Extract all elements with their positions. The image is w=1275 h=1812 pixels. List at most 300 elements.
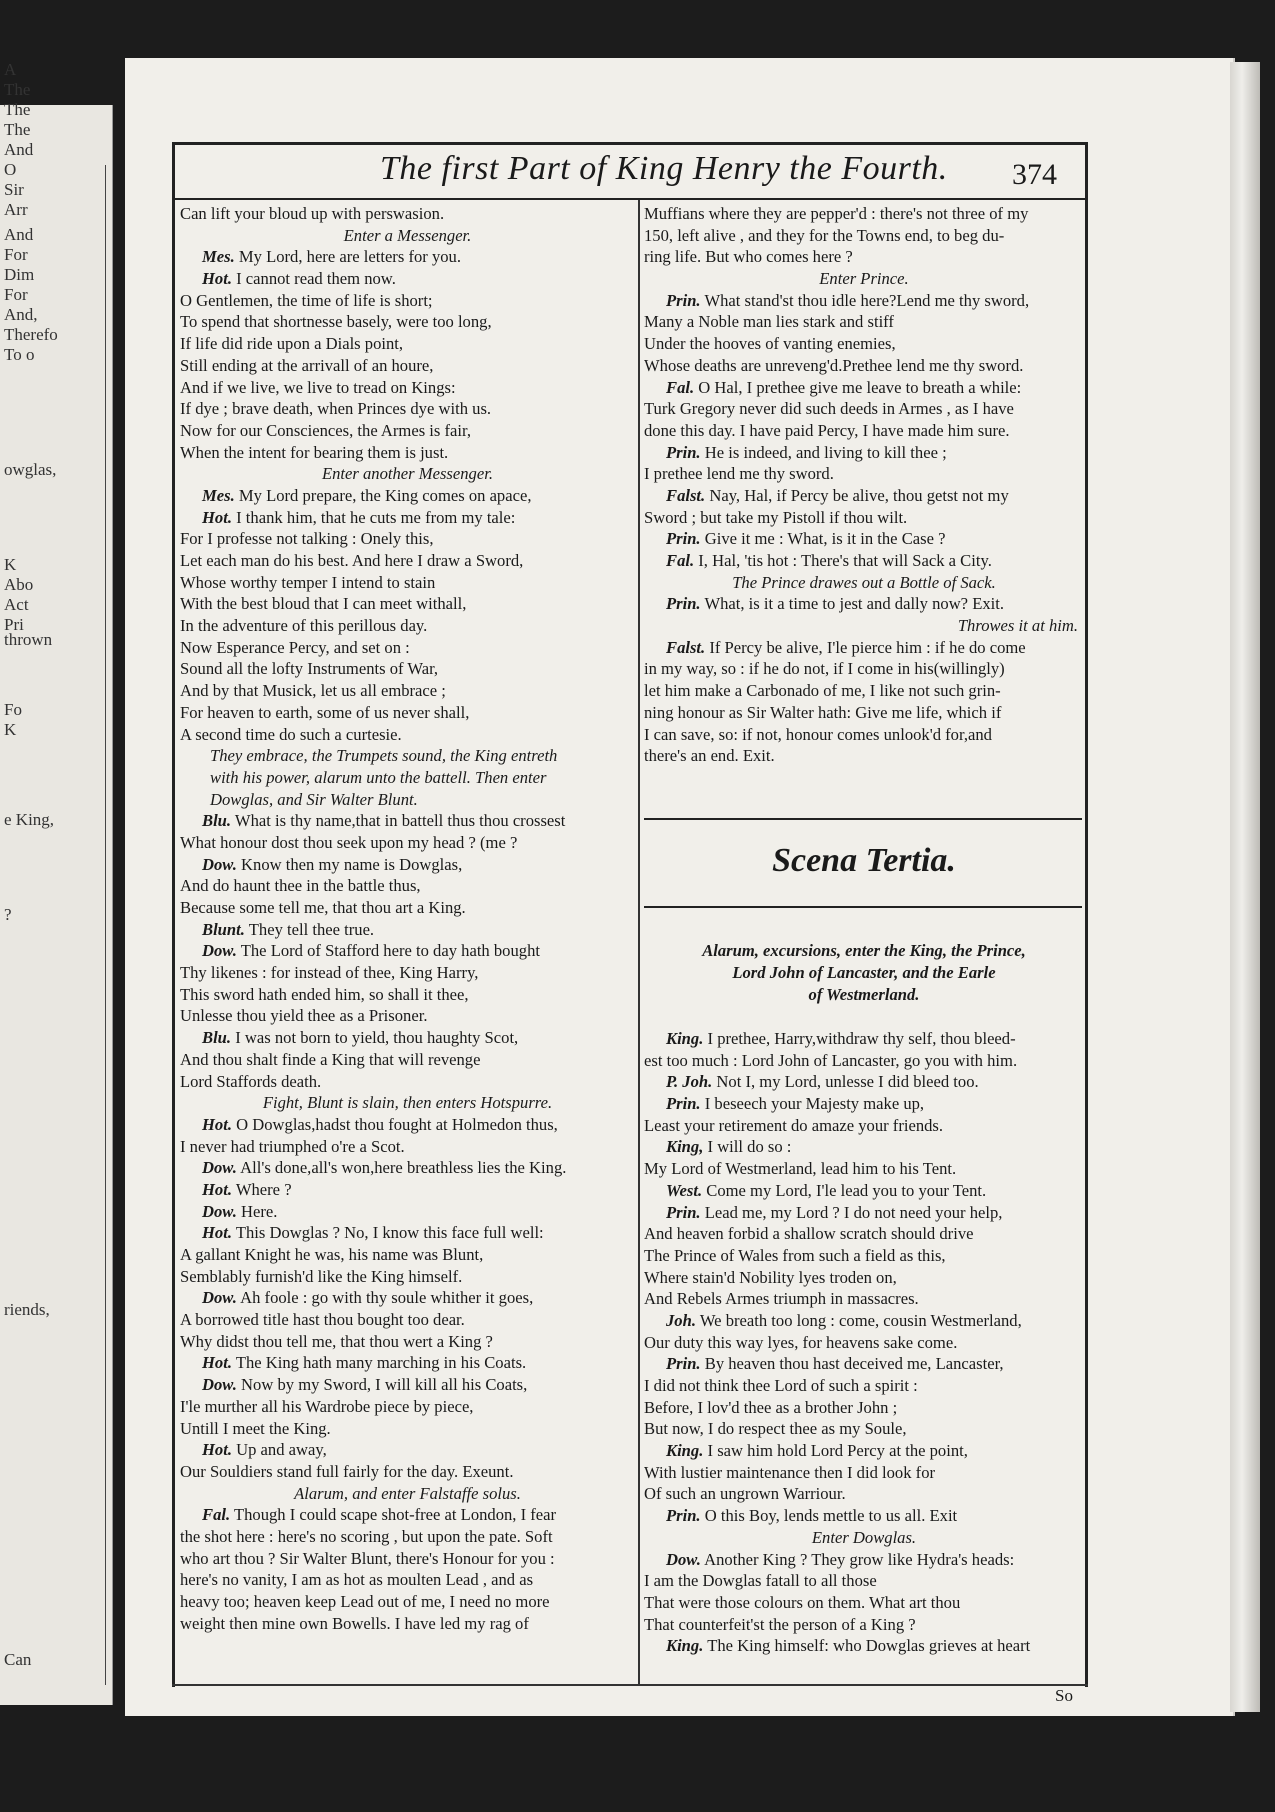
scene-title: Scena Tertia. [772,842,956,879]
page-number: 374 [1012,158,1057,191]
line-text: I was not born to yield, thou haughty Scot, [235,1028,519,1048]
line-text: 150, left alive , and they for the Towns end, to beg du- [644,225,1005,245]
speaker-name: Hot. [202,1114,232,1134]
text-line [180,615,635,637]
text-line [180,246,635,268]
text-line [180,593,635,615]
speaker-name: Prin. [666,1094,701,1114]
line-text: If Percy be alive, I'le pierce him : if he do come [709,637,1026,657]
text-line [644,507,1084,529]
line-text: Enter another Messenger. [322,464,493,484]
line-text: With the best bloud that I can meet withall, [180,594,467,614]
text-line [180,1201,635,1223]
speaker-name: Dow. [202,1158,237,1178]
text-line [180,637,635,659]
line-text: Let each man do his best. And here I draw a Sword, [180,551,524,570]
stage-direction [180,1483,635,1505]
facing-page-fragment: e King, [4,810,55,829]
line-text: But now, I do respect thee as my Soule, [644,1419,907,1439]
facing-page-fragment: And, [4,305,38,324]
line-text: With lustier maintenance then I did look for [644,1462,936,1482]
facing-page-fragment: K [4,720,17,739]
text-line [180,398,635,420]
text-line [180,550,635,572]
line-text: Our Souldiers stand full fairly for the day. Exeunt. [180,1461,514,1481]
line-text: They embrace, the Trumpets sound, the King entreth [210,746,558,766]
text-line [180,1461,635,1483]
line-text: heavy too; heaven keep Lead out of me, I need no more [180,1592,550,1611]
text-line [644,1267,1084,1289]
text-line [644,1310,1084,1332]
line-text: Not I, my Lord, unlesse I did bleed too. [716,1072,979,1092]
line-text: The King himself: who Dowglas grieves at heart [707,1636,1031,1656]
facing-page-fragment: Pri [4,615,24,634]
speaker-name: Prin. [666,1506,701,1526]
left-column [180,203,635,1634]
text-line [180,333,635,355]
line-text: I cannot read them now. [236,269,396,289]
line-text: I'le murther all his Wardrobe piece by piece, [180,1396,474,1416]
text-line [180,1027,635,1049]
text-line [180,1179,635,1201]
stage-direction [644,1527,1084,1549]
line-text: I will do so : [707,1137,792,1157]
text-line [644,1158,1084,1180]
speaker-name: Prin. [666,594,701,614]
text-line [180,1309,635,1331]
line-text: Dowglas, and Sir Walter Blunt. [210,789,418,809]
text-line [644,724,1084,746]
facing-page-fragment: To o [4,345,35,364]
line-text: To spend that shortnesse basely, were too long, [180,312,492,332]
facing-page-fragment: The [4,80,31,99]
line-text: Can lift your bloud up with perswasion. [180,204,445,223]
text-line [644,1592,1084,1614]
line-text: Enter Prince. [819,269,909,289]
text-line [644,1050,1084,1072]
scene-rule-lower [644,906,1082,908]
text-line [644,1614,1084,1636]
facing-page-fragment: Act [4,595,29,614]
text-line [644,658,1084,680]
text-line [180,1157,635,1179]
text-line [644,680,1084,702]
text-line [644,1093,1084,1115]
scene-stage-direction-line: Alarum, excursions, enter the King, the Prince, [702,941,1026,960]
speaker-name: King, [666,1137,704,1157]
text-line [644,355,1084,377]
text-line [644,333,1084,355]
text-line [180,1548,635,1570]
text-line [644,528,1084,550]
facing-page-fragment: Fo [4,700,22,719]
line-text: I can save, so: if not, honour comes unlook'd for,and [644,724,992,744]
text-line [180,962,635,984]
line-text: Lead me, my Lord ? I do not need your help, [704,1202,1003,1222]
line-text: O Hal, I prethee give me leave to breath a while: [698,377,1022,397]
text-line [644,420,1084,442]
line-text: done this day. I have paid Percy, I have made him sure. [644,420,1010,440]
line-text: My Lord, here are letters for you. [238,247,461,267]
speaker-name: Prin. [666,529,701,549]
text-line [180,984,635,1006]
facing-page-fragment: thrown [4,630,53,649]
line-text: there's an end. Exit. [644,746,775,766]
line-text: That were those colours on them. What art thou [644,1592,961,1612]
text-line [180,702,635,724]
scene-stage-direction-line: Lord John of Lancaster, and the Earle [732,963,996,982]
text-line [644,1505,1084,1527]
text-line [180,1504,635,1526]
text-line [644,1462,1084,1484]
text-line [180,1136,635,1158]
text-line [180,875,635,897]
text-line [180,203,635,225]
line-text: Come my Lord, I'le lead you to your Tent. [706,1180,987,1200]
text-line [180,528,635,550]
line-text: The Lord of Stafford here to day hath bought [240,941,540,961]
text-line [180,1287,635,1309]
line-text: who art thou ? Sir Walter Blunt, there's Honour for you : [180,1548,555,1568]
line-text: Alarum, and enter Falstaffe solus. [294,1483,521,1503]
line-text: He is indeed, and living to kill thee ; [704,442,947,462]
line-text: est too much : Lord John of Lancaster, go you with him. [644,1050,1018,1070]
text-line [180,854,635,876]
text-line [180,572,635,594]
line-text: What is thy name,that in battell thus thou crossest [234,811,566,831]
speaker-name: King. [666,1441,704,1461]
text-line [180,1331,635,1353]
text-line [644,1353,1084,1375]
line-text: If dye ; brave death, when Princes dye with us. [180,399,492,419]
line-text: They tell thee true. [248,919,375,939]
speaker-name: King. [666,1636,704,1656]
text-line [644,1549,1084,1571]
line-text: let him make a Carbonado of me, I like not such grin- [644,681,1001,701]
text-line [644,550,1084,572]
line-text: I prethee lend me thy sword. [644,464,834,484]
text-line [644,1071,1084,1093]
line-text: And heaven forbid a shallow scratch should drive [644,1224,974,1244]
text-line [644,1418,1084,1440]
text-line [180,377,635,399]
line-text: I am the Dowglas fatall to all those [644,1571,877,1591]
text-line [644,377,1084,399]
line-text: This Dowglas ? No, I know this face full well: [235,1223,544,1243]
right-column-top [644,203,1084,767]
line-text: I saw him hold Lord Percy at the point, [707,1441,968,1461]
text-line [180,1418,635,1440]
speaker-name: Dow. [202,1201,237,1221]
text-line [644,1375,1084,1397]
text-line [644,1245,1084,1267]
line-text: O Gentlemen, the time of life is short; [180,290,433,310]
line-text: A borrowed title hast thou bought too dear. [180,1310,465,1330]
text-line [644,593,1084,615]
line-text: And by that Musick, let us all embrace ; [180,681,446,701]
speaker-name: Hot. [202,1353,232,1373]
speaker-name: Blunt. [202,919,245,939]
line-text: The Prince of Wales from such a field as this, [644,1245,946,1265]
text-line [644,1397,1084,1419]
frame-bottom-rule [172,1684,1088,1686]
facing-page-fragment: Sir [4,180,24,199]
speaker-name: Dow. [202,941,237,961]
text-line [644,442,1084,464]
facing-page-fragment: And [4,225,34,244]
text-line [180,810,635,832]
line-text: weight then mine own Bowells. I have led my rag of [180,1613,529,1633]
line-text: with his power, alarum unto the battell. Then enter [210,767,547,787]
line-text: I prethee, Harry,withdraw thy self, thou bleed- [707,1029,1016,1048]
speaker-name: Fal. [202,1505,231,1525]
line-text: For I professe not talking : Onely this, [180,529,434,549]
facing-page-fragment: K [4,555,17,574]
facing-page-fragment: ? [4,905,12,924]
speaker-name: Fal. [666,377,695,397]
line-text: Throwes it at him. [957,616,1078,636]
speaker-name: Prin. [666,1354,701,1374]
line-text: Where ? [235,1179,292,1199]
facing-page-fragment: Dim [4,265,35,284]
speaker-name: Dow. [202,854,237,874]
text-line [180,1071,635,1093]
text-line [180,290,635,312]
speaker-name: Hot. [202,1440,232,1460]
line-text: Though I could scape shot-free at London, I fear [233,1505,557,1525]
text-line [644,1288,1084,1310]
line-text: The Prince drawes out a Bottle of Sack. [732,572,996,592]
line-text: O this Boy, lends mettle to us all. Exit [704,1506,958,1526]
facing-page-fragment: A [4,60,17,79]
text-line [180,1049,635,1071]
speaker-name: Dow. [202,1375,237,1395]
frame-top-rule [172,142,1088,145]
line-text: Now Esperance Percy, and set on : [180,637,410,657]
running-head: The first Part of King Henry the Fourth. [380,150,948,187]
text-line [180,355,635,377]
text-line [644,1440,1084,1462]
text-line [644,1180,1084,1202]
text-line [644,203,1084,225]
text-line [644,1223,1084,1245]
text-line [644,1570,1084,1592]
facing-page-fragment: The [4,120,31,139]
speaker-name: Joh. [666,1310,696,1330]
text-line [180,1114,635,1136]
line-text: Still ending at the arrivall of an houre, [180,355,434,375]
line-text: My Lord of Westmerland, lead him to his Tent. [644,1159,957,1179]
text-line [180,1526,635,1548]
text-line [644,398,1084,420]
text-line [644,290,1084,312]
speaker-name: P. Joh. [666,1072,713,1092]
text-line [180,1591,635,1613]
line-text: Semblably furnish'd like the King himself. [180,1266,463,1286]
speaker-name: Blu. [202,811,232,831]
text-line [644,1202,1084,1224]
stage-direction [644,572,1084,594]
text-line [180,680,635,702]
speaker-name: Hot. [202,1179,232,1199]
text-line [180,1266,635,1288]
text-line [180,1439,635,1461]
text-line [180,832,635,854]
line-text: In the adventure of this perillous day. [180,616,428,636]
text-line [644,463,1084,485]
text-line [180,1374,635,1396]
text-line [644,1115,1084,1137]
page-edge-shadow [1230,62,1260,1712]
text-line [644,1028,1084,1050]
scene-stage-direction [644,940,1084,1006]
facing-page-fragment: For [4,285,28,304]
line-text: Why didst thou tell me, that thou wert a King ? [180,1331,493,1351]
line-text: What stand'st thou idle here?Lend me thy sword, [704,290,1030,310]
line-text: Thy likenes : for instead of thee, King Harry, [180,963,479,983]
line-text: Turk Gregory never did such deeds in Armes , as I have [644,399,1014,419]
text-line [180,1244,635,1266]
speaker-name: Hot. [202,507,232,527]
line-text: I never had triumphed o're a Scot. [180,1136,405,1156]
line-text: ring life. But who comes here ? [644,247,853,267]
facing-page-fragment: Can [4,1650,32,1669]
line-text: Ah foole : go with thy soule whither it goes, [240,1288,534,1308]
text-line [180,919,635,941]
speaker-name: Falst. [666,637,706,657]
line-text: By heaven thou hast deceived me, Lancaster, [704,1354,1004,1374]
speaker-name: Prin. [666,290,701,310]
text-line [180,1352,635,1374]
facing-page-fragment: Abo [4,575,34,594]
text-line [644,1483,1084,1505]
text-line [180,1222,635,1244]
text-line [180,485,635,507]
line-text: Sword ; but take my Pistoll if thou wilt. [644,507,908,527]
speaker-name: Prin. [666,442,701,462]
facing-page-fragment: Therefo [4,325,58,344]
line-text: Unlesse thou yield thee as a Prisoner. [180,1006,428,1026]
stage-direction [180,745,635,767]
line-text: Now for our Consciences, the Armes is fair, [180,420,472,440]
text-line [180,1396,635,1418]
line-text: Enter Dowglas. [811,1527,917,1547]
line-text: in my way, so : if he do not, if I come in his(willingly) [644,659,1005,679]
speaker-name: Falst. [666,485,706,505]
line-text: Many a Noble man lies stark and stiff [644,312,894,332]
text-line [180,897,635,919]
line-text: I did not think thee Lord of such a spirit : [644,1376,918,1395]
line-text: When the intent for bearing them is just. [180,442,449,462]
line-text: Whose worthy temper I intend to stain [180,572,436,592]
line-text: Our duty this way lyes, for heavens sake come. [644,1332,958,1352]
speaker-name: Hot. [202,269,232,289]
line-text: I, Hal, 'tis hot : There's that will Sack a City. [698,551,992,570]
facing-page-fragment: And [4,140,34,159]
facing-page-fragment: riends, [4,1300,50,1319]
scene-rule-upper [644,818,1082,820]
text-line [644,1635,1084,1657]
line-text: And if we live, we live to tread on Kings: [180,377,456,397]
header-rule [172,198,1088,200]
text-line [644,1136,1084,1158]
text-line [644,485,1084,507]
line-text: the shot here : here's no scoring , but upon the pate. Soft [180,1526,553,1546]
facing-page-rule [105,165,106,1685]
line-text: Now by my Sword, I will kill all his Coats, [241,1375,528,1395]
text-line [180,420,635,442]
text-line [644,311,1084,333]
line-text: I thank him, that he cuts me from my tale: [236,507,516,527]
stage-direction [180,789,635,811]
frame-right-rule [1085,142,1088,1687]
speaker-name: Fal. [666,551,695,570]
stage-direction [180,767,635,789]
line-text: here's no vanity, I am as hot as moulten Lead , and as [180,1570,534,1590]
line-text: Give it me : What, is it in the Case ? [704,529,946,549]
line-text: I beseech your Majesty make up, [704,1094,925,1114]
text-line [180,507,635,529]
stage-direction [180,1092,635,1114]
line-text: Of such an ungrown Warriour. [644,1484,846,1504]
line-text: And thou shalt finde a King that will revenge [180,1049,481,1069]
stage-direction [180,225,635,247]
line-text: Here. [241,1201,278,1221]
speaker-name: King. [666,1029,704,1048]
line-text: My Lord prepare, the King comes on apace, [238,485,532,505]
line-text: Another King ? They grow like Hydra's heads: [704,1549,1015,1569]
text-line [180,1005,635,1027]
column-divider [638,200,640,1685]
facing-page-fragment: The [4,100,31,119]
line-text: Nay, Hal, if Percy be alive, thou getst not my [709,485,1009,505]
text-line [180,724,635,746]
stage-direction [180,463,635,485]
line-text: Whose deaths are unreveng'd.Prethee lend me thy sword. [644,355,1024,375]
text-line [180,442,635,464]
line-text: The King hath many marching in his Coats. [235,1353,527,1373]
line-text: Lord Staffords death. [180,1071,322,1091]
line-text: That counterfeit'st the person of a King ? [644,1614,916,1634]
text-line [644,702,1084,724]
facing-page-fragment: owglas, [4,460,57,479]
frame-left-rule [172,142,175,1687]
line-text: Before, I lov'd thee as a brother John ; [644,1397,898,1417]
line-text: A gallant Knight he was, his name was Blunt, [180,1245,484,1264]
line-text: And Rebels Armes triumph in massacres. [644,1289,919,1309]
line-text: Least your retirement do amaze your friends. [644,1115,944,1135]
line-text: Enter a Messenger. [343,225,472,245]
line-text: Under the hooves of vanting enemies, [644,334,896,354]
speaker-name: Hot. [202,1223,232,1243]
line-text: A second time do such a curtesie. [180,724,402,744]
line-text: We breath too long : come, cousin Westmerland, [699,1310,1022,1330]
speaker-name: Dow. [202,1288,237,1308]
speaker-name: Mes. [202,485,235,505]
line-text: If life did ride upon a Dials point, [180,334,404,354]
text-line [644,225,1084,247]
line-text: Know then my name is Dowglas, [241,854,463,874]
line-text: What honour dost thou seek upon my head ? (me ? [180,832,518,852]
scene-stage-direction-line: of Westmerland. [808,985,920,1004]
line-text: And do haunt thee in the battle thus, [180,876,421,896]
line-text: This sword hath ended him, so shall it thee, [180,984,469,1004]
facing-page-edge [0,60,113,1705]
text-line [180,268,635,290]
line-text: For heaven to earth, some of us never shall, [180,702,470,722]
text-line [180,311,635,333]
line-text: What, is it a time to jest and dally now? Exit. [704,594,1004,614]
